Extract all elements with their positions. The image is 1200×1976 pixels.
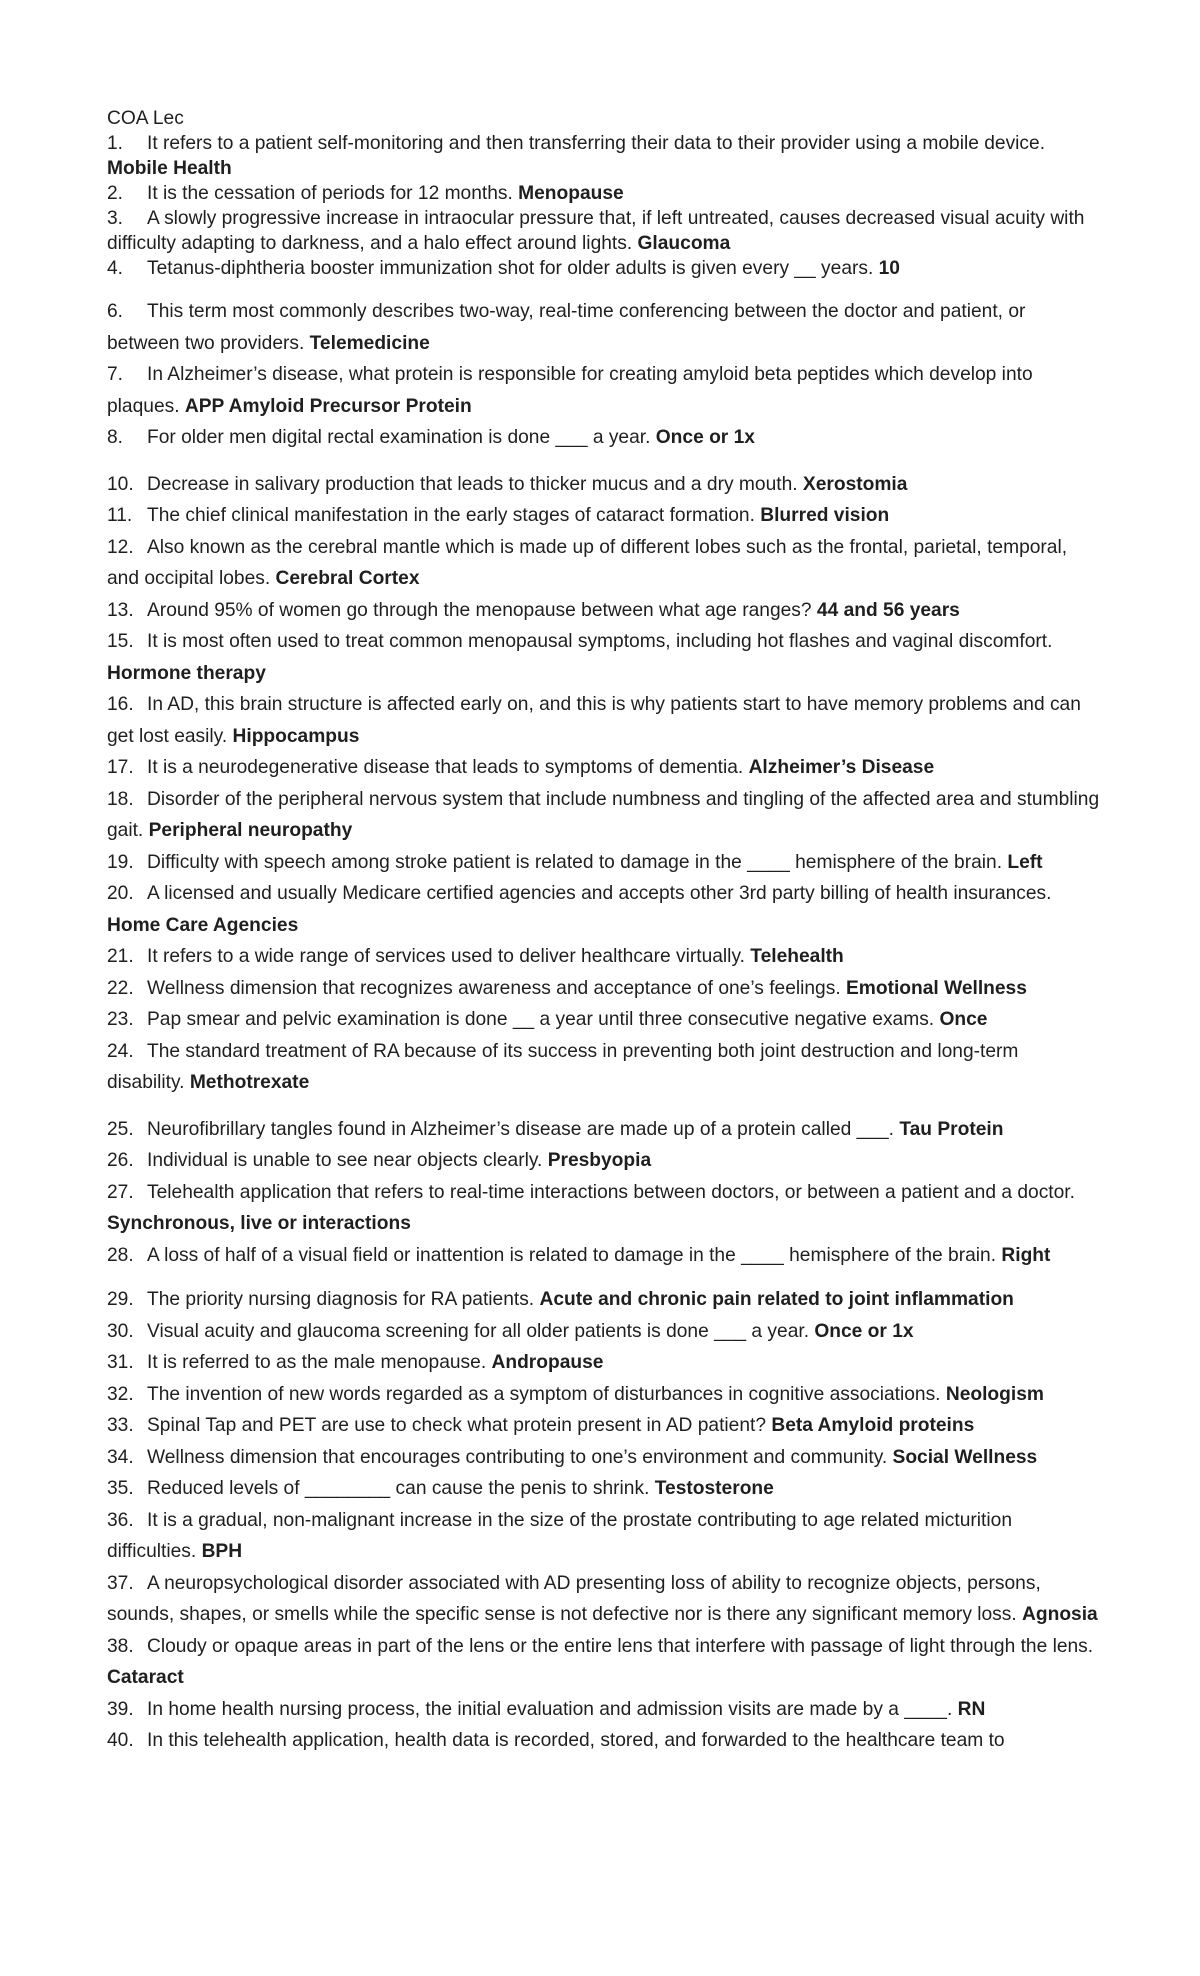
question-number: 39. [107, 1698, 134, 1720]
answer-text: Right [1001, 1244, 1051, 1266]
answer-text: Synchronous, live or interactions [107, 1213, 411, 1234]
question-item [107, 973, 1100, 1005]
question-item [107, 206, 1100, 256]
question-item [107, 626, 1100, 689]
answer-text: Cataract [107, 1667, 184, 1688]
question-item [107, 422, 1100, 454]
question-number: 23. [107, 1009, 134, 1030]
question-number: 21. [107, 946, 134, 967]
answer-text: Neologism [945, 1383, 1044, 1405]
question-text: A neuropsychological disorder associated with AD presenting loss of ability to recognize objects, persons, sounds, shapes, or smells while the specific sense is not defective nor is there any significant memory loss. [107, 1572, 1041, 1625]
question-item [107, 1240, 1100, 1272]
question-number: 17. [107, 757, 134, 778]
question-item [107, 1145, 1100, 1177]
question-item [107, 1379, 1100, 1411]
answer-text: Left [1007, 851, 1043, 873]
section-gap [107, 1271, 1100, 1284]
question-item [107, 131, 1100, 181]
question-number: 7. [107, 364, 124, 385]
question-text: In home health nursing process, the initial evaluation and admission visits are made by a ____. [147, 1698, 958, 1720]
question-text: Spinal Tap and PET are use to check what protein present in AD patient? [147, 1415, 772, 1436]
question-number: 2. [107, 183, 124, 204]
question-number: 19. [107, 851, 134, 873]
question-number: 3. [107, 208, 124, 229]
question-item [107, 1347, 1100, 1379]
question-text: The chief clinical manifestation in the early stages of cataract formation. [147, 505, 761, 526]
answer-text: Home Care Agencies [107, 914, 299, 936]
question-number: 6. [107, 301, 124, 322]
question-text: A loss of half of a visual field or inattention is related to damage in the ____ hemisphere of the brain. [147, 1244, 1002, 1266]
question-text: Visual acuity and glaucoma screening for all older patients is done ___ a year. [147, 1320, 815, 1342]
answer-text: 10 [878, 258, 900, 279]
answer-text: BPH [201, 1541, 243, 1562]
question-item [107, 1004, 1100, 1036]
question-item [107, 878, 1100, 941]
question-number: 27. [107, 1181, 134, 1203]
question-text: In this telehealth application, health data is recorded, stored, and forwarded to the healthcare team to [147, 1730, 1005, 1751]
question-item [107, 1505, 1100, 1568]
question-text: Neurofibrillary tangles found in Alzheimer’s disease are made up of a protein called ___. [147, 1118, 900, 1140]
question-text: Pap smear and pelvic examination is done __ a year until three consecutive negative exams. [147, 1009, 940, 1030]
answer-text: Tau Protein [899, 1118, 1004, 1140]
document-title: COA Lec [107, 108, 184, 129]
question-number: 4. [107, 258, 124, 279]
answer-text: APP Amyloid Precursor Protein [184, 395, 472, 417]
question-item [107, 296, 1100, 359]
question-number: 18. [107, 788, 134, 810]
question-number: 12. [107, 536, 134, 558]
question-text: This term most commonly describes two-way, real-time conferencing between the doctor and patient, or between two providers. [107, 301, 1026, 354]
question-item [107, 1284, 1100, 1316]
answer-text: Emotional Wellness [846, 977, 1027, 999]
question-text: Cloudy or opaque areas in part of the lens or the entire lens that interfere with passage of light through the lens. [147, 1635, 1094, 1657]
question-number: 22. [107, 977, 134, 999]
question-text: It is a neurodegenerative disease that leads to symptoms of dementia. [147, 757, 749, 778]
question-text: A slowly progressive increase in intraocular pressure that, if left untreated, causes decreased visual acuity with difficulty adapting to darkness, and a halo effect around lights. [107, 208, 1085, 254]
question-text: Individual is unable to see near objects clearly. [147, 1150, 548, 1171]
answer-text: Once or 1x [814, 1320, 914, 1342]
question-item [107, 359, 1100, 422]
question-number: 8. [107, 427, 124, 448]
question-number: 31. [107, 1352, 134, 1373]
section-gap [107, 454, 1100, 469]
question-item [107, 941, 1100, 973]
question-list [107, 131, 1100, 1757]
question-number: 16. [107, 694, 134, 715]
question-number: 28. [107, 1244, 134, 1266]
question-text: Difficulty with speech among stroke patient is related to damage in the ____ hemisphere of the brain. [147, 851, 1008, 873]
answer-text: Mobile Health [107, 158, 232, 179]
question-item [107, 181, 1100, 206]
answer-text: Menopause [518, 183, 624, 204]
answer-text: Hormone therapy [107, 662, 266, 684]
question-item [107, 256, 1100, 281]
answer-text: 44 and 56 years [816, 599, 960, 621]
question-number: 40. [107, 1730, 134, 1751]
question-text: Reduced levels of ________ can cause the penis to shrink. [147, 1478, 655, 1499]
question-number: 35. [107, 1478, 134, 1499]
question-text: In AD, this brain structure is affected early on, and this is why patients start to have memory problems and can get lost easily. [107, 694, 1081, 747]
answer-text: Testosterone [654, 1478, 774, 1499]
answer-text: Cerebral Cortex [275, 568, 420, 589]
question-number: 15. [107, 631, 134, 652]
question-item [107, 500, 1100, 532]
answer-text: Agnosia [1022, 1604, 1098, 1625]
question-number: 1. [107, 133, 124, 154]
answer-text: Andropause [491, 1352, 604, 1373]
answer-text: Blurred vision [760, 505, 890, 526]
question-number: 33. [107, 1415, 134, 1436]
question-item [107, 1316, 1100, 1348]
question-item [107, 595, 1100, 627]
question-number: 32. [107, 1383, 134, 1405]
answer-text: Once [939, 1009, 988, 1030]
question-text: Disorder of the peripheral nervous system that include numbness and tingling of the affected area and stumbling gait. [107, 788, 1100, 841]
question-text: It is referred to as the male menopause. [147, 1352, 492, 1373]
question-text: Wellness dimension that encourages contributing to one’s environment and community. [147, 1446, 893, 1468]
question-item [107, 1410, 1100, 1442]
question-number: 13. [107, 599, 134, 621]
question-item [107, 1631, 1100, 1694]
question-number: 25. [107, 1118, 134, 1140]
question-item [107, 784, 1100, 847]
question-text: Tetanus-diphtheria booster immunization shot for older adults is given every __ years. [147, 258, 879, 279]
question-text: Decrease in salivary production that leads to thicker mucus and a dry mouth. [147, 473, 803, 495]
question-item [107, 1694, 1100, 1726]
answer-text: Social Wellness [892, 1446, 1038, 1468]
question-number: 10. [107, 473, 134, 495]
question-text: It refers to a patient self-monitoring and then transferring their data to their provider using a mobile device. [147, 133, 1046, 154]
question-item [107, 469, 1100, 501]
question-text: It is the cessation of periods for 12 months. [147, 183, 519, 204]
question-text: Telehealth application that refers to real-time interactions between doctors, or between a patient and a doctor. [147, 1181, 1075, 1203]
section-gap [107, 281, 1100, 296]
answer-text: Once or 1x [655, 427, 755, 448]
question-text: For older men digital rectal examination is done ___ a year. [147, 427, 656, 448]
question-text: It is most often used to treat common menopausal symptoms, including hot flashes and vaginal discomfort. [147, 631, 1053, 652]
question-text: The invention of new words regarded as a symptom of disturbances in cognitive associations. [147, 1383, 946, 1405]
question-item [107, 689, 1100, 752]
answer-text: Telemedicine [309, 332, 430, 354]
question-item [107, 1473, 1100, 1505]
question-item [107, 1036, 1100, 1099]
question-text: In Alzheimer’s disease, what protein is responsible for creating amyloid beta peptides which develop into plaques. [107, 364, 1033, 417]
question-text: A licensed and usually Medicare certified agencies and accepts other 3rd party billing of health insurances. [147, 883, 1052, 904]
answer-text: Glaucoma [637, 233, 731, 254]
question-number: 11. [107, 505, 133, 526]
question-item [107, 847, 1100, 879]
answer-text: Alzheimer’s Disease [748, 757, 935, 778]
question-item [107, 1442, 1100, 1474]
question-number: 29. [107, 1289, 134, 1310]
answer-text: Acute and chronic pain related to joint inflammation [539, 1289, 1014, 1310]
question-text: Wellness dimension that recognizes awareness and acceptance of one’s feelings. [147, 977, 846, 999]
question-number: 26. [107, 1150, 134, 1171]
answer-text: RN [957, 1698, 986, 1720]
question-item [107, 532, 1100, 595]
answer-text: Beta Amyloid proteins [771, 1415, 975, 1436]
question-number: 38. [107, 1635, 134, 1657]
question-number: 34. [107, 1446, 134, 1468]
question-item [107, 1114, 1100, 1146]
question-text: It is a gradual, non-malignant increase in the size of the prostate contributing to age related micturition difficulties. [107, 1509, 1012, 1562]
question-text: Also known as the cerebral mantle which is made up of different lobes such as the frontal, parietal, temporal, and occipital lobes. [107, 536, 1068, 589]
answer-text: Telehealth [750, 946, 844, 967]
answer-text: Xerostomia [802, 473, 908, 495]
question-text: Around 95% of women go through the menopause between what age ranges? [147, 599, 817, 621]
question-item [107, 1568, 1100, 1631]
answer-text: Hippocampus [232, 725, 360, 747]
question-text: The standard treatment of RA because of its success in preventing both joint destruction and long-term disability. [107, 1040, 1019, 1093]
answer-text: Presbyopia [547, 1150, 652, 1171]
question-text: It refers to a wide range of services used to deliver healthcare virtually. [147, 946, 751, 967]
question-number: 20. [107, 883, 134, 904]
question-item [107, 1725, 1100, 1757]
question-item [107, 1177, 1100, 1240]
question-item [107, 752, 1100, 784]
question-number: 30. [107, 1320, 134, 1342]
question-number: 37. [107, 1572, 134, 1594]
question-number: 24. [107, 1040, 134, 1062]
answer-text: Peripheral neuropathy [148, 820, 353, 841]
question-number: 36. [107, 1509, 134, 1531]
answer-text: Methotrexate [189, 1072, 310, 1093]
question-text: The priority nursing diagnosis for RA patients. [147, 1289, 540, 1310]
section-gap [107, 1099, 1100, 1114]
